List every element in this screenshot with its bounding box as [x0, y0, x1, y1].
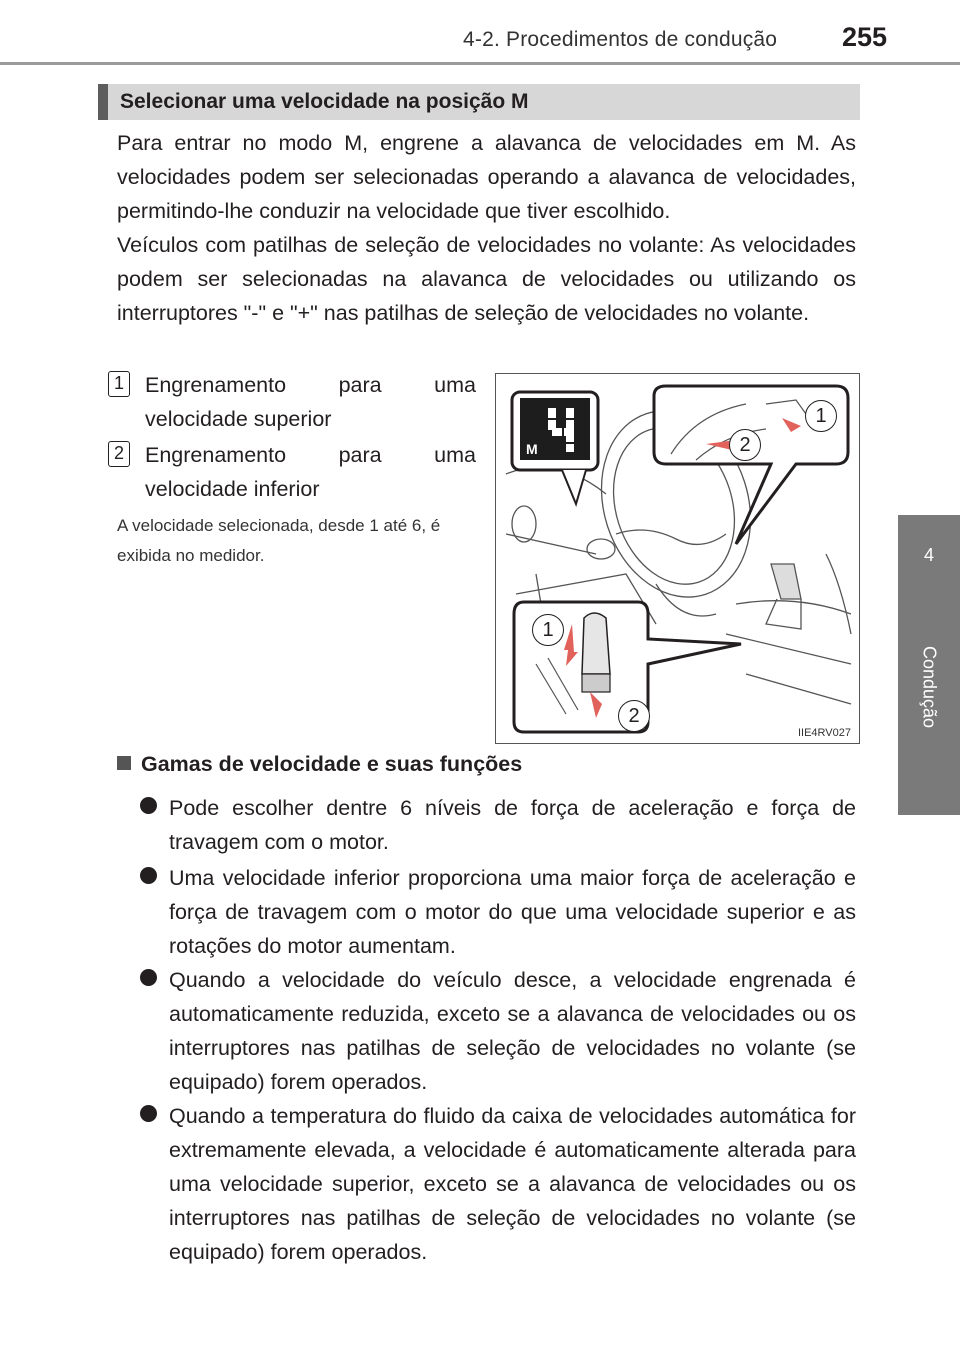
callout-label: 2 — [729, 429, 761, 461]
list-item-text: Engrenamento para uma velocidade inferior — [145, 443, 476, 501]
bullet-text: Uma velocidade inferior proporciona uma maior força de aceleração e força de travagem com o motor do que uma velocidade superior e as rotações do motor aumentam. — [169, 866, 856, 958]
bullet-dot-icon — [140, 867, 157, 884]
gauge-inset — [512, 392, 598, 504]
list-item — [142, 963, 856, 1099]
shift-lever-illustration — [495, 373, 860, 744]
bullet-text: Quando a velocidade do veículo desce, a velocidade engrenada é automaticamente reduzida, exceto se a alavanca de velocidades ou os interruptores nas patilhas de seleção de velocidades no volante (se equipado) forem operados. — [169, 968, 856, 1094]
bullet-text: Quando a temperatura do fluido da caixa de velocidades automática for extremamente elevada, a velocidade é automaticamente alterada para uma velocidade superior, exceto se a alavanca de velocidades ou os interruptores nas patilhas de seleção de velocidades no volante (se equipado) forem operados. — [169, 1104, 856, 1264]
callout-number-badge: 1 — [108, 371, 130, 397]
svg-text:M: M — [526, 441, 538, 457]
figure-code: IIE4RV027 — [797, 727, 851, 739]
callout-label: 1 — [805, 400, 837, 432]
illustration-drawing — [496, 374, 858, 742]
square-bullet-icon — [117, 756, 131, 770]
chapter-side-tab — [898, 515, 960, 815]
subsection-title: Gamas de velocidade e suas funções — [141, 752, 523, 776]
bullet-dot-icon — [140, 1105, 157, 1122]
callout-number-badge: 2 — [108, 441, 130, 467]
list-item — [142, 861, 856, 963]
callout-label: 2 — [618, 700, 650, 732]
chapter-tab-number: 4 — [923, 545, 934, 565]
list-item — [142, 791, 856, 859]
bullet-dot-icon — [140, 969, 157, 986]
header-divider — [0, 62, 960, 65]
page-number: 255 — [842, 22, 888, 52]
gear-display-note: A velocidade selecionada, desde 1 até 6, é exibida no medidor. — [117, 516, 441, 565]
bullet-text: Pode escolher dentre 6 níveis de força de aceleração e força de travagem com o motor. — [169, 796, 856, 854]
list-item-downshift — [108, 438, 476, 506]
list-item — [142, 1099, 856, 1269]
intro-paragraph: Para entrar no modo M, engrene a alavanca de velocidades em M. As velocidades podem ser selecionadas operando a alavanca de velocidades, permitindo-lhe conduzir na velocidade que tiver escolhido. — [117, 131, 856, 223]
bullet-dot-icon — [140, 797, 157, 814]
chapter-tab-label: Condução — [919, 645, 940, 729]
subsection-heading — [117, 752, 522, 777]
paddle-shift-paragraph: Veículos com patilhas de seleção de velocidades no volante: As velocidades podem ser selecionadas na alavanca de velocidades ou utilizando os interruptores "-" e "+" nas patilhas de seleção de velocidades no volante. — [117, 233, 856, 325]
list-item-text: Engrenamento para uma velocidade superior — [145, 373, 476, 431]
chapter-section-header: 4-2. Procedimentos de condução — [463, 28, 778, 51]
section-heading-bar — [98, 84, 860, 120]
callout-label: 1 — [532, 614, 564, 646]
section-title: Selecionar uma velocidade na posição M — [120, 90, 529, 113]
list-item-upshift — [108, 368, 476, 436]
